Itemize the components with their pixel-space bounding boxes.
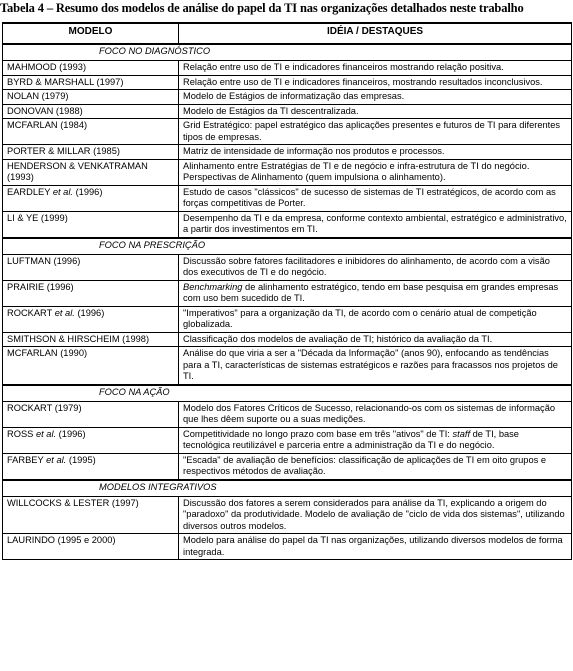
idea-cell: Relação entre uso de TI e indicadores financeiros, mostrando resultados inconclusivos. [179,75,572,90]
model-cell: MCFARLAN (1984) [3,119,179,145]
idea-cell: Classificação dos modelos de avaliação de TI; histórico da avaliação da TI. [179,332,572,347]
section-title: FOCO NA AÇÃO [3,385,572,402]
model-text: FARBEY [7,454,47,465]
model-cell: NOLAN (1979) [3,90,179,105]
model-cell: SMITHSON & HIRSCHEIM (1998) [3,332,179,347]
model-et-al: et al. [35,428,57,439]
table-row [3,534,572,560]
section-title: MODELOS INTEGRATIVOS [3,480,572,497]
idea-cell: Grid Estratégico: papel estratégico das aplicações presentes e futuros de TI para diferentes tipos de empresas. [179,119,572,145]
section-title: FOCO NA PRESCRIÇÃO [3,238,572,255]
idea-emphasis: Benchmarking [183,281,243,292]
model-et-al: et al. [46,454,67,465]
section-row [3,238,572,255]
idea-cell: Discussão dos fatores a serem considerados para análise da TI, explicando a origem do "paradoxo" da produtividade. Modelo de avaliação de "ciclo de vida dos sistemas", utilizando diversos outros modelos. [179,496,572,534]
model-cell [3,427,179,453]
idea-cell: Modelo para análise do papel da TI nas organizações, utilizando diversos modelos de forma integrada. [179,534,572,560]
idea-cell: Discussão sobre fatores facilitadores e inibidores do alinhamento, de acordo com a visão dos executivos de TI e do negócio. [179,254,572,280]
table-row [3,185,572,211]
table-row [3,145,572,160]
idea-emphasis: staff [452,428,471,439]
section-title: FOCO NO DIAGNÓSTICO [3,44,572,61]
model-year: (1996) [74,307,105,318]
idea-cell: Desempenho da TI e da empresa, conforme contexto ambiental, estratégico e administrativo, a partir dos investimentos em TI. [179,211,572,238]
idea-cell: Modelo de Estágios de informatização das empresas. [179,90,572,105]
table-row [3,401,572,427]
table-row [3,75,572,90]
section-row [3,480,572,497]
table-row [3,159,572,185]
model-cell: DONOVAN (1988) [3,104,179,119]
model-cell: WILLCOCKS & LESTER (1997) [3,496,179,534]
model-text: ROCKART [7,307,55,318]
model-cell [3,453,179,480]
idea-cell: Relação entre uso de TI e indicadores financeiros mostrando relação positiva. [179,61,572,76]
idea-text: Competitividade no longo prazo com base em três "ativos" de TI: [183,428,453,439]
model-cell: LI & YE (1999) [3,211,179,238]
idea-cell: "Imperativos" para a organização da TI, de acordo com o cenário atual de competição globalizada. [179,306,572,332]
table-row [3,496,572,534]
models-table [2,22,572,560]
model-cell: LUFTMAN (1996) [3,254,179,280]
table-row [3,61,572,76]
model-cell: PORTER & MILLAR (1985) [3,145,179,160]
table-row [3,332,572,347]
table-row [3,104,572,119]
model-year: (1995) [66,454,96,465]
idea-cell: Análise do que viria a ser a "Década da Informação" (anos 90), enfocando as tendências para a TI, características de sistemas estratégicos e razões para fracassos nos projetos de TI. [179,347,572,385]
column-header-idea: IDÉIA / DESTAQUES [179,23,572,44]
model-cell: HENDERSON & VENKATRAMAN (1993) [3,159,179,185]
idea-text: de TI, base tecnológica reutilizável e parceria entre a administração da TI e do negócio. [183,428,519,450]
model-cell: LAURINDO (1995 e 2000) [3,534,179,560]
model-cell: PRAIRIE (1996) [3,280,179,306]
table-body [3,44,572,560]
table-row [3,306,572,332]
model-cell [3,185,179,211]
model-cell [3,306,179,332]
table-row [3,453,572,480]
model-year: (1996) [72,186,103,197]
idea-cell: Modelo dos Fatores Críticos de Sucesso, relacionando-os com os sistemas de informação que lhes dêem suporte ou a suas medições. [179,401,572,427]
model-text: ROSS [7,428,36,439]
table-header-row [3,23,572,44]
table-row [3,347,572,385]
model-cell: BYRD & MARSHALL (1997) [3,75,179,90]
table-row [3,254,572,280]
idea-cell: Matriz de intensidade de informação nos produtos e processos. [179,145,572,160]
model-cell: ROCKART (1979) [3,401,179,427]
table-row [3,427,572,453]
table-row [3,119,572,145]
column-header-model: MODELO [3,23,179,44]
table-row [3,211,572,238]
table-row [3,90,572,105]
model-cell: MCFARLAN (1990) [3,347,179,385]
model-et-al: et al. [54,307,75,318]
table-caption: Tabela 4 – Resumo dos modelos de análise do papel da TI nas organizações detalhados neste trabalho [0,1,524,15]
model-text: EARDLEY [7,186,53,197]
section-row [3,385,572,402]
model-cell: MAHMOOD (1993) [3,61,179,76]
idea-cell: Modelo de Estágios da TI descentralizada. [179,104,572,119]
idea-cell [179,427,572,453]
idea-cell: "Escada" de avaliação de benefícios: classificação de aplicações de TI em oito grupos e respectivos métodos de avaliação. [179,453,572,480]
section-row [3,44,572,61]
model-year: (1996) [56,428,86,439]
idea-cell [179,280,572,306]
idea-cell: Alinhamento entre Estratégias de TI e de negócio e infra-estrutura de TI do negócio. Perspectivas de Alinhamento (quem impulsiona o alinhamento). [179,159,572,185]
idea-text: de alinhamento estratégico, tendo em base pesquisa em grandes empresas com uso bem sucedido de TI. [183,281,559,303]
table-row [3,280,572,306]
idea-cell: Estudo de casos "clássicos" de sucesso de sistemas de TI estratégicos, de acordo com as forças competitivas de Porter. [179,185,572,211]
model-et-al: et al. [52,186,73,197]
